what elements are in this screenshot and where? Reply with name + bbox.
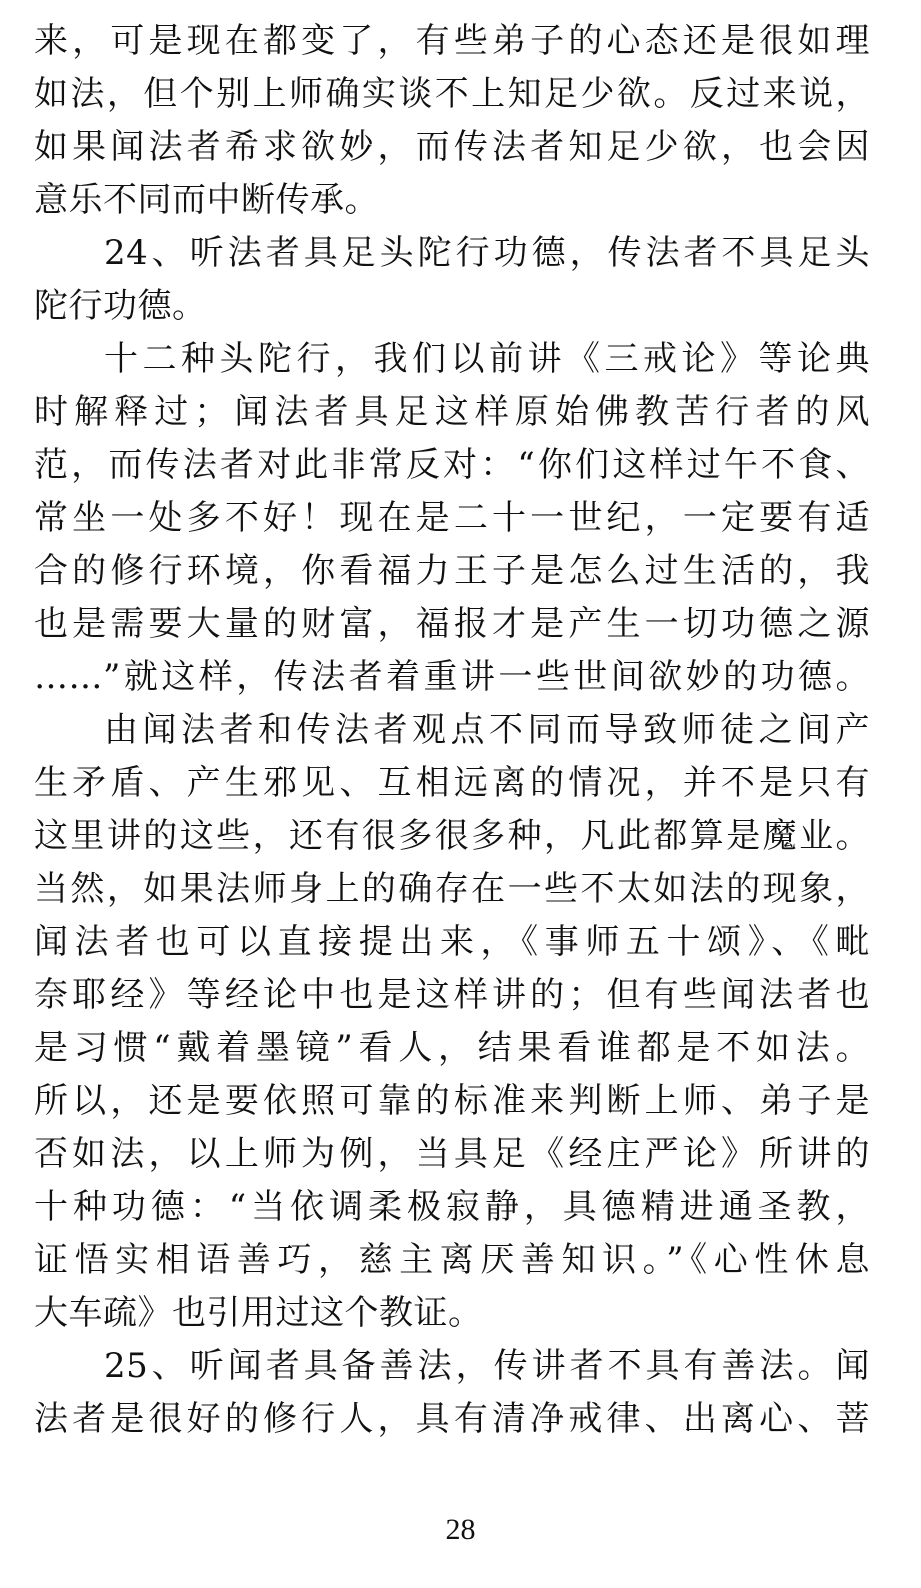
text-line: 25、听闻者具备善法，传讲者不具有善法。闻 (104, 1346, 870, 1386)
text-line: ……”就这样，传法者着重讲一些世间欲妙的功德。 (34, 657, 870, 697)
text-line: 生矛盾、产生邪见、互相远离的情况，并不是只有 (34, 763, 870, 803)
text-line: 证悟实相语善巧，慈主离厌善知识。”《心性休息 (34, 1240, 870, 1280)
text-line: 闻法者也可以直接提出来，《事师五十颂》、《毗 (34, 922, 870, 962)
text-line: 十种功德：“当依调柔极寂静，具德精进通圣教， (34, 1187, 870, 1227)
text-line: 24、听法者具足头陀行功德，传法者不具足头 (104, 233, 870, 273)
page-number: 28 (445, 1513, 476, 1546)
text-line: 如果闻法者希求欲妙，而传法者知足少欲，也会因 (34, 127, 870, 167)
text-line: 合的修行环境，你看福力王子是怎么过生活的，我 (34, 551, 870, 591)
text-line: 法者是很好的修行人，具有清净戒律、出离心、菩 (34, 1399, 870, 1439)
text-line: 来，可是现在都变了，有些弟子的心态还是很如理 (34, 21, 870, 61)
text-line: 也是需要大量的财富，福报才是产生一切功德之源 (34, 604, 870, 644)
text-line: 常坐一处多不好！现在是二十一世纪，一定要有适 (34, 498, 870, 538)
text-line: 这里讲的这些，还有很多很多种，凡此都算是魔业。 (34, 816, 870, 856)
text-line: 否如法，以上师为例，当具足《经庄严论》所讲的 (34, 1134, 870, 1174)
text-line: 大车疏》也引用过这个教证。 (34, 1293, 483, 1333)
text-line: 如法，但个别上师确实谈不上知足少欲。反过来说， (34, 74, 870, 114)
text-line: 范，而传法者对此非常反对：“你们这样过午不食、 (34, 445, 870, 485)
text-line: 十二种头陀行，我们以前讲《三戒论》等论典 (104, 339, 870, 379)
text-line: 所以，还是要依照可靠的标准来判断上师、弟子是 (34, 1081, 870, 1121)
text-line: 意乐不同而中断传承。 (34, 180, 379, 220)
text-line: 奈耶经》等经论中也是这样讲的；但有些闻法者也 (34, 975, 870, 1015)
text-line: 由闻法者和传法者观点不同而导致师徒之间产 (104, 710, 870, 750)
text-line: 当然，如果法师身上的确存在一些不太如法的现象， (34, 869, 870, 909)
text-line: 时解释过；闻法者具足这样原始佛教苦行者的风 (34, 392, 870, 432)
text-line: 是习惯“戴着墨镜”看人，结果看谁都是不如法。 (34, 1028, 870, 1068)
text-line: 陀行功德。 (34, 286, 207, 326)
